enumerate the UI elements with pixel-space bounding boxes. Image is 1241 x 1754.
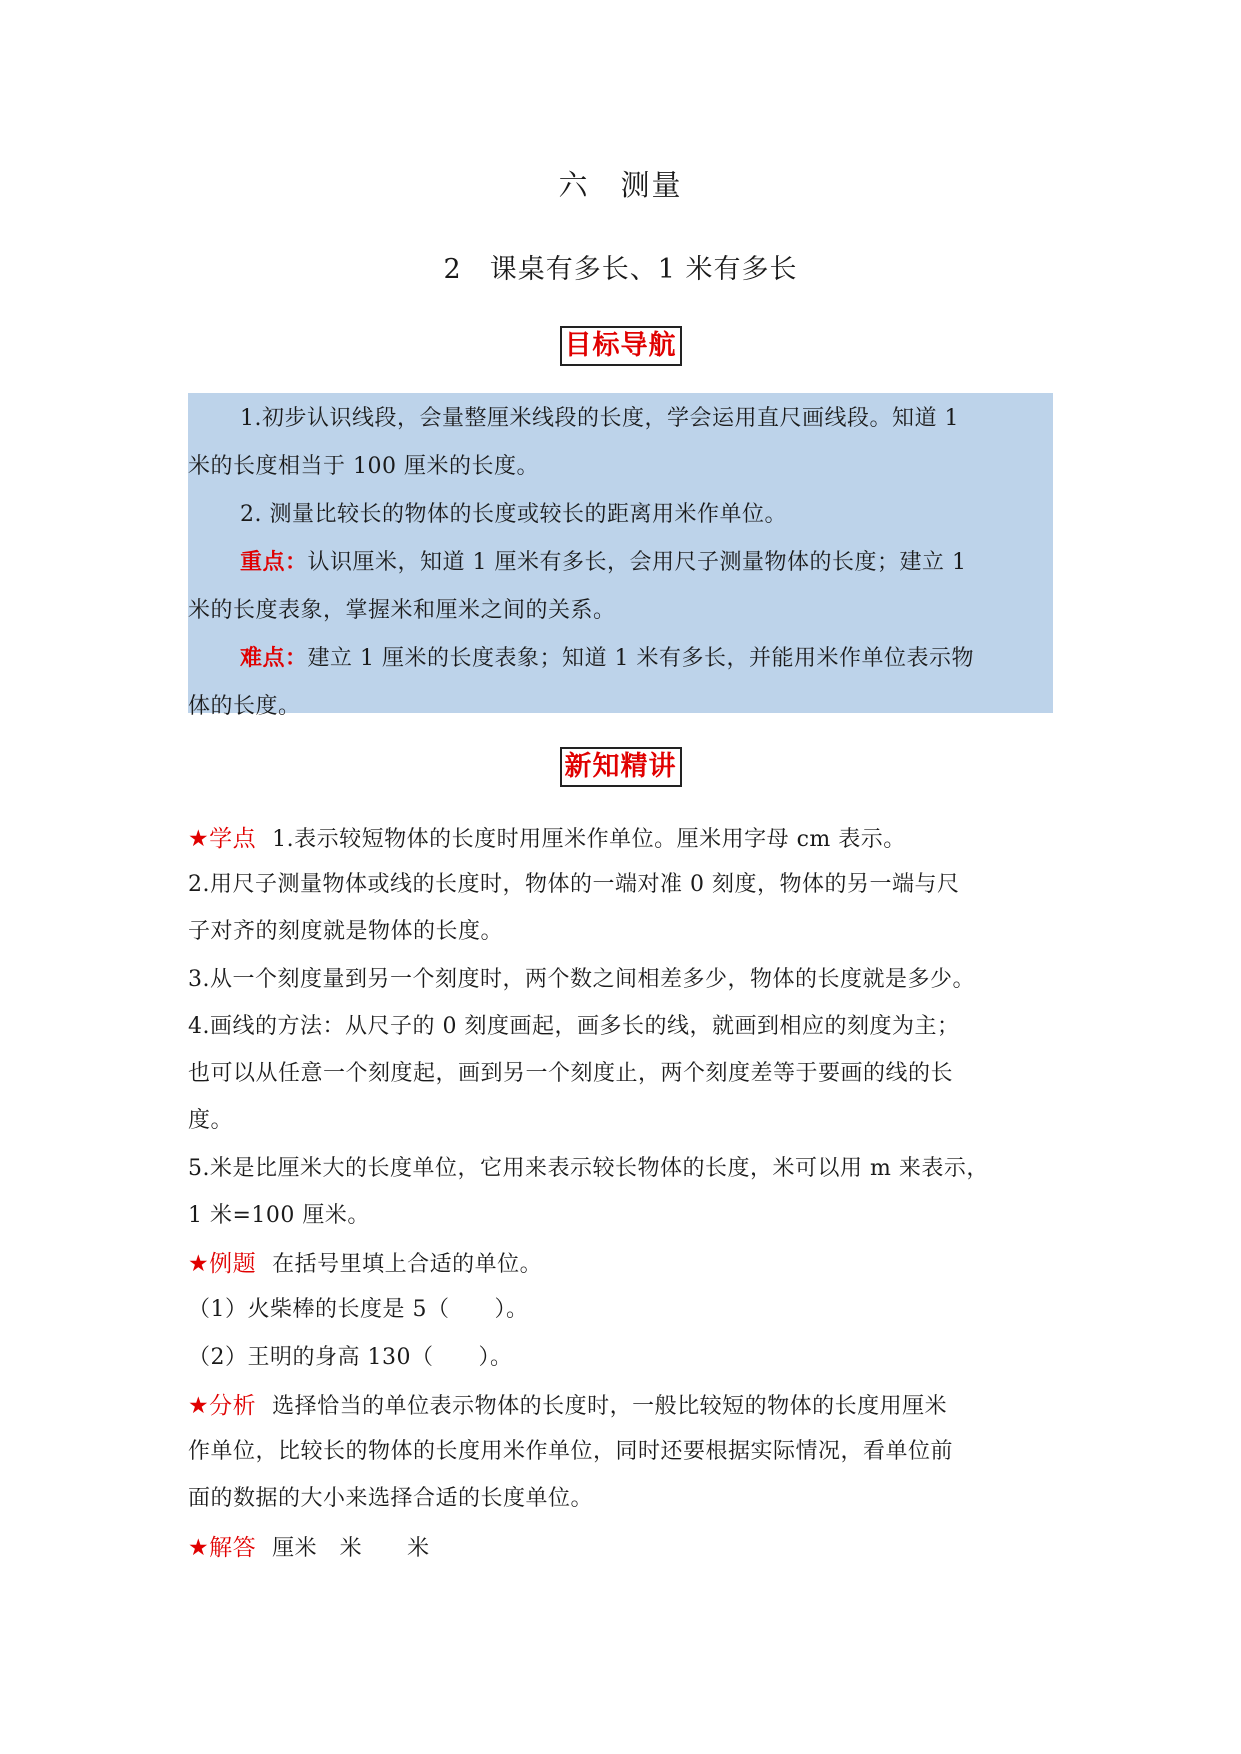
analysis-line-1 xyxy=(188,1387,947,1420)
knowledge-point-4-line-1: 4.画线的方法：从尺子的 0 刻度画起，画多长的线，就画到相应的刻度为主； xyxy=(188,1014,960,1039)
example-question-2: （2）王明的身高 130（ ）。 xyxy=(188,1345,513,1370)
knowledge-point-label: ★学点 xyxy=(188,826,257,852)
answer-text: 厘米 米 米 xyxy=(272,1536,430,1561)
key-point-line-1 xyxy=(240,545,967,576)
knowledge-heading xyxy=(0,747,1241,787)
lesson-title: 2 课桌有多长、1 米有多长 xyxy=(443,254,798,285)
goals-heading xyxy=(0,326,1241,366)
key-point-text: 认识厘米，知道 1 厘米有多长，会用尺子测量物体的长度；建立 1 xyxy=(307,550,967,575)
knowledge-heading-label: 新知精讲 xyxy=(560,747,682,787)
knowledge-point-2-line-1: 2.用尺子测量物体或线的长度时，物体的一端对准 0 刻度，物体的另一端与尺 xyxy=(188,872,960,897)
analysis-label: ★分析 xyxy=(188,1393,257,1419)
difficulty-line-1 xyxy=(240,641,974,672)
example-line xyxy=(188,1245,542,1278)
example-label: ★例题 xyxy=(188,1251,257,1277)
knowledge-point-5-line-2: 1 米=100 厘米。 xyxy=(188,1203,370,1228)
difficulty-label: 难点： xyxy=(240,646,308,671)
goals-heading-label: 目标导航 xyxy=(560,326,682,366)
answer-label: ★解答 xyxy=(188,1535,257,1561)
chapter-title: 六 测量 xyxy=(558,168,683,202)
goal-1-line-1: 1.初步认识线段，会量整厘米线段的长度，学会运用直尺画线段。知道 1 xyxy=(240,406,959,431)
key-point-label: 重点： xyxy=(240,550,308,575)
knowledge-point-1-text: 1.表示较短物体的长度时用厘米作单位。厘米用字母 cm 表示。 xyxy=(272,827,906,852)
difficulty-line-2: 体的长度。 xyxy=(188,694,301,719)
key-point-line-2: 米的长度表象，掌握米和厘米之间的关系。 xyxy=(188,598,616,623)
knowledge-point-1 xyxy=(188,820,906,853)
analysis-line-2: 作单位，比较长的物体的长度用米作单位，同时还要根据实际情况，看单位前 xyxy=(188,1439,954,1464)
goals-box xyxy=(188,393,1053,719)
goal-2: 2. 测量比较长的物体的长度或较长的距离用米作单位。 xyxy=(240,502,787,527)
knowledge-point-5-line-1: 5.米是比厘米大的长度单位，它用来表示较长物体的长度，米可以用 m 来表示， xyxy=(188,1156,989,1181)
knowledge-point-3: 3.从一个刻度量到另一个刻度时，两个数之间相差多少，物体的长度就是多少。 xyxy=(188,967,975,992)
answer-line xyxy=(188,1529,430,1562)
analysis-line-3: 面的数据的大小来选择合适的长度单位。 xyxy=(188,1486,594,1511)
example-text: 在括号里填上合适的单位。 xyxy=(272,1252,543,1277)
difficulty-text: 建立 1 厘米的长度表象；知道 1 米有多长，并能用米作单位表示物 xyxy=(307,646,974,671)
knowledge-point-2-line-2: 子对齐的刻度就是物体的长度。 xyxy=(188,919,504,944)
goal-1-line-2: 米的长度相当于 100 厘米的长度。 xyxy=(188,454,539,479)
knowledge-point-4-line-2: 也可以从任意一个刻度起，画到另一个刻度止，两个刻度差等于要画的线的长 xyxy=(188,1061,954,1086)
knowledge-point-4-line-3: 度。 xyxy=(188,1108,234,1133)
analysis-text-1: 选择恰当的单位表示物体的长度时，一般比较短的物体的长度用厘米 xyxy=(272,1394,948,1419)
example-question-1: （1）火柴棒的长度是 5（ ）。 xyxy=(188,1297,529,1322)
